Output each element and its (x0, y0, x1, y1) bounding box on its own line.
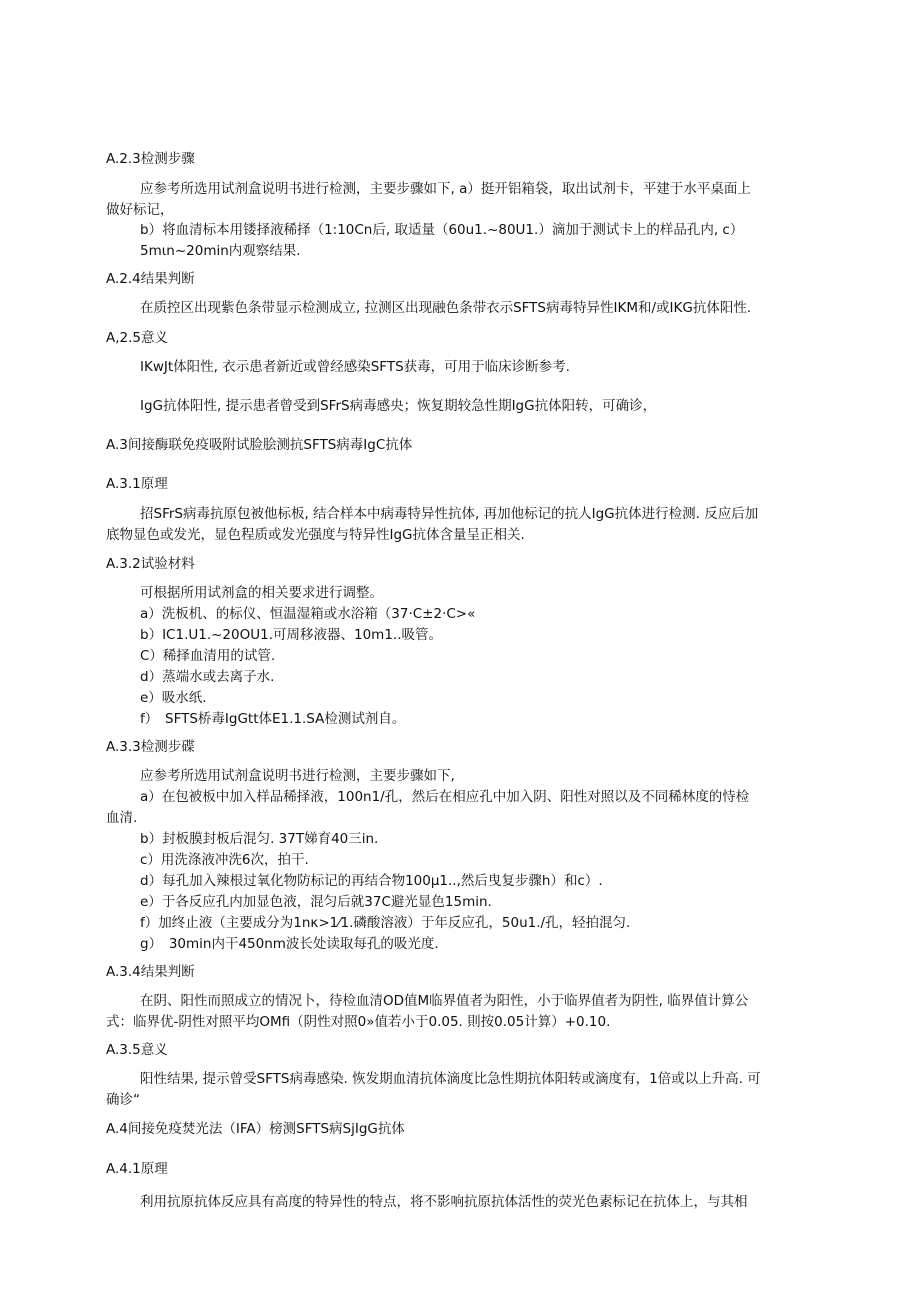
section-heading: A.3.1原理 (106, 476, 168, 492)
paragraph-line: 可根据所用试剂盒的相关要求进行调整。 (140, 585, 383, 601)
section-heading: A.2.4结果判断 (106, 271, 195, 287)
paragraph-line: 5mιn~20min内观察结果. (140, 243, 301, 259)
section-heading: A.4.1原理 (106, 1161, 168, 1177)
paragraph-line: 底物显色或发光，显色程质或发光强度与特异性IgG抗体含量呈正相关. (106, 527, 525, 543)
paragraph-line: 利用抗原抗体反应具有高度的特异性的特点，将不影响抗原抗体活性的荧光色素标记在抗体上，与其相 (140, 1194, 748, 1210)
section-heading: A.3.5意义 (106, 1042, 168, 1058)
paragraph-line: b）将血清标本用镂择液稀择（1:10Cn后, 取适量（60u1.~80U1.）滴加于测试卡上的样品孔内, c） (140, 222, 744, 238)
section-heading: A.3.2试验材料 (106, 556, 195, 572)
paragraph-line: 应参考所选用试剂盒说明书进行检测，主要步骤如下, a）挺开铝箱袋，取出试剂卡，平建于水平桌面上 (140, 181, 751, 197)
section-heading: A.4间接免疫焚光法（IFA）榜测SFTS病SjIgG抗体 (106, 1121, 405, 1137)
paragraph-line: b）IC1.U1.~20OU1.可周移液器、10m1..吸管。 (140, 627, 442, 643)
paragraph-line: 应参考所选用试剂盒说明书进行检测，主要步骤如下, (140, 768, 455, 784)
paragraph-line: b）封板膜封板后混匀. 37T娣育40三in. (140, 831, 379, 847)
section-heading: A.3.3检测步碟 (106, 739, 195, 755)
paragraph-line: c）用洗涤液冲洗6次，拍干. (140, 852, 309, 868)
section-heading: A.3.4结果判断 (106, 964, 195, 980)
paragraph-line: 阳性结果, 提示曾受SFTS病毒感染. 恢发期血清抗体滴度比急性期抗体阳转或滴度有，1倍或以上升高. 可 (140, 1071, 761, 1087)
section-heading: A,2.5意义 (106, 330, 168, 346)
paragraph-line: 做好标记， (106, 202, 174, 218)
paragraph-line: C）稀择血清用的试管. (140, 648, 276, 664)
paragraph-line: e）吸水纸. (140, 690, 207, 706)
paragraph-line: d）每孔加入辣根过氧化物防标记的再结合物100μ1..,然后曳复步骤h）和c）. (140, 873, 603, 889)
paragraph-line: a）洗板机、的标仪、恒温湿箱或水浴箱（37·C±2·C>« (140, 606, 476, 622)
section-heading: A.2.3检测步骤 (106, 151, 195, 167)
paragraph-line: 式：临界优-阴性对照平均OMfi（阴性对照0»值若小于0.05. 則按0.05计算）+0.10. (106, 1014, 611, 1030)
paragraph-line: g） 30min内干450nm波长处读取每孔的吸光度. (140, 936, 439, 952)
paragraph-line: 在质控区出现紫色条带显示检测成立, 拉测区出现融色条带衣示SFTS病毒特异性IKM和/或IKG抗体阳性. (140, 300, 752, 316)
paragraph-line: 在阴、阳性而照成立的情况卜，待检血清OD值M临界值者为阳性，小于临界值者为阴性, 临界值计算公 (140, 993, 749, 1009)
paragraph-line: a）在包被板中加入样品稀择液，100n1/孔，然后在相应孔中加入阴、阳性对照以及不同稀林度的恃检 (140, 789, 750, 805)
paragraph-line: 确诊“ (106, 1092, 140, 1108)
paragraph-line: f）加终止液（主要成分为1nκ>1⁄1.磷酸溶液）于年反应孔，50u1./孔，轻拍混匀. (140, 915, 631, 931)
paragraph-line: f） SFTS桥毒IgGtt体E1.1.SA检测试剂自。 (140, 711, 406, 727)
section-heading: A.3间接酶联免疫吸附试脸脍测抗SFTS病毒IgC抗体 (106, 437, 413, 453)
paragraph-line: e）于各反应孔内加显色液，混匀后就37C避光显色15min. (140, 894, 492, 910)
paragraph-line: d）蒸端水或去离子水. (140, 669, 275, 685)
paragraph-line: IgG抗体阳性, 提示患者曾受到SFrS病毒感央；恢复期较急性期IgG抗体阳转，可确诊， (140, 398, 657, 414)
paragraph-line: 血清. (106, 810, 138, 826)
paragraph-line: IKwJt体阳性, 衣示患者新近或曾经感染SFTS获毒，可用于临床诊断参考. (140, 359, 570, 375)
paragraph-line: 招SFrS病毒抗原包被他标板, 结合样本中病毒特异性抗体, 再加他标记的抗人IgG抗体进行检测. 反应后加 (140, 506, 759, 522)
